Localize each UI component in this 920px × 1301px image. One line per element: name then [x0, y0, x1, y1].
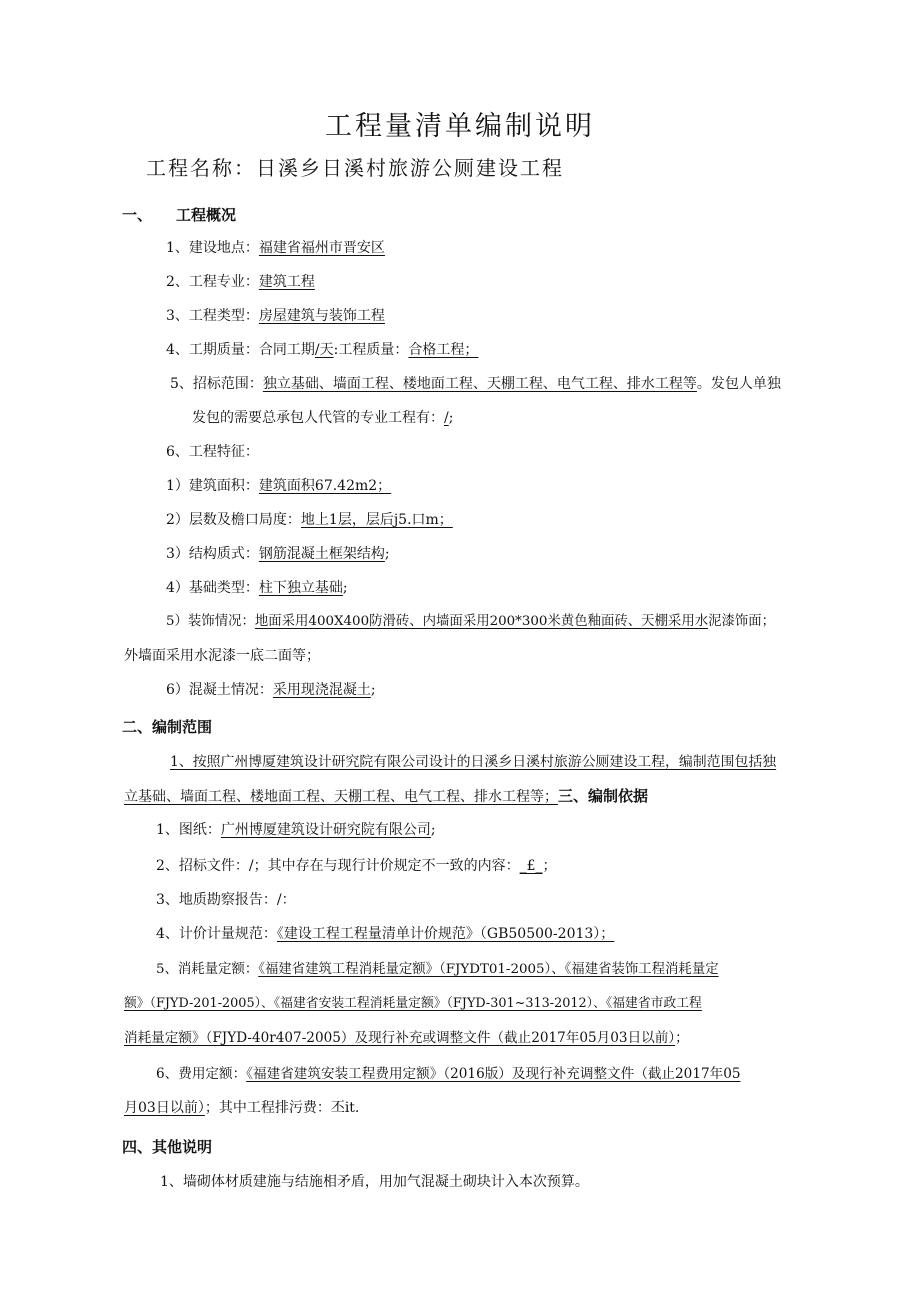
basis-fee-quota-line2 [124, 1098, 359, 1118]
item-label: 1、图纸： [156, 822, 221, 838]
other-note-1: 1、墙砌体材质建施与结施相矛盾，用加气混凝土砌块计入本次预算。 [160, 1174, 589, 1190]
feature-foundation [166, 578, 348, 598]
item-value: 《福建省建筑安装工程费用定额》（2016版）及现行补充调整文件（截止2017年05 [246, 1066, 741, 1082]
item-bid-scope [170, 374, 781, 394]
item-label: 3）结构质式： [166, 546, 259, 562]
item-text: ; [342, 580, 348, 596]
item-label: 2）层数及檐口局度： [166, 512, 301, 528]
item-value: /天 [314, 342, 334, 358]
item-label: 4、工期质量：合同工期 [166, 342, 315, 358]
item-value: 月03日以前） [124, 1100, 205, 1116]
item-value: 钢筋混凝土框架结构 [258, 546, 385, 562]
basis-drawings [156, 820, 436, 840]
item-value: 地上1层，层后j5.口m； [300, 512, 453, 528]
item-type [166, 306, 385, 326]
item-label: 6、费用定额： [156, 1066, 247, 1082]
item-specialty [166, 272, 315, 292]
item-value: 合格工程； [408, 342, 479, 358]
basis-fee-quota [156, 1064, 741, 1084]
feature-structure [166, 544, 390, 564]
item-value: _£_ [519, 858, 543, 874]
item-label: 5）装饰情况： [166, 614, 255, 629]
item-value: 采用现浇混凝土 [272, 682, 371, 698]
document-title: 工程量清单编制说明 [325, 111, 595, 142]
item-text: 发包的需要总承包人代管的专业工程有： [192, 410, 444, 426]
basis-consumption-quota-line3 [124, 1028, 689, 1048]
item-value: 《建设工程工程量清单计价规范》（GB50500-2013）； [276, 926, 615, 942]
feature-decoration-line2: 外墙面采用水泥漆一底二面等； [124, 648, 320, 664]
item-bid-scope-line2 [192, 408, 453, 428]
item-text: 。发包人单独 [696, 376, 781, 392]
item-label: 1）建筑面积： [166, 478, 259, 494]
basis-consumption-quota-line2: 额》（FJYD-201-2005）、《福建省安装工程消耗量定额》（FJYD-301~313-2012）、《福建省市政工程 [124, 996, 702, 1011]
feature-area [166, 476, 391, 496]
item-value: 建筑面积67.42m2； [258, 478, 392, 494]
section-3-heading: 三、编制依据 [558, 787, 649, 805]
feature-concrete [166, 680, 376, 700]
feature-decoration [166, 612, 775, 632]
item-value: 建筑工程 [258, 274, 315, 290]
scope-text: 立基础、墙面工程、楼地面工程、天棚工程、电气工程、排水工程等； [124, 789, 558, 805]
item-value: 广州博厦建筑设计研究院有限公司 [220, 822, 431, 838]
item-text: ; [384, 546, 390, 562]
item-label: 1、建设地点： [166, 240, 259, 256]
item-text: ；其中工程排污费：丕it. [204, 1100, 360, 1116]
item-value: 消耗量定额》（FJYD-40r407-2005）及现行补充或调整文件（截止2017年05月03日以前） [124, 1030, 676, 1046]
basis-consumption-quota [156, 960, 719, 980]
item-value: 独立基础、墙面工程、楼地面工程、天棚工程、电气工程、排水工程等 [262, 376, 697, 392]
scope-paragraph-line2 [124, 786, 648, 807]
item-label: 4、计价计量规范： [156, 926, 277, 942]
item-value: / [444, 410, 449, 426]
section-1-number: 一、 [122, 206, 153, 224]
item-value: 《福建省建筑工程消耗量定额》（FJYDT01-2005）、《福建省装饰工程消耗量定 [258, 962, 719, 977]
item-value: 地面采用400X400防滑砖、内墙面采用200*300米黄色釉面砖、天棚采用水 [254, 614, 709, 629]
item-label: 2、工程专业： [166, 274, 259, 290]
item-text: ； [542, 858, 557, 874]
item-location [166, 238, 385, 258]
item-text: 2、招标文件：/；其中存在与现行计价规定不一致的内容： [156, 858, 520, 874]
basis-bid-documents [156, 856, 557, 876]
item-label: :工程质量： [333, 342, 409, 358]
item-schedule-quality [166, 340, 478, 360]
item-value: 柱下独立基础 [258, 580, 343, 596]
section-4-heading: 四、其他说明 [122, 1138, 213, 1156]
item-label: 3、工程类型： [166, 308, 259, 324]
feature-floors [166, 510, 453, 530]
item-label: 5、招标范围： [170, 376, 263, 392]
item-text: ; [448, 410, 454, 426]
section-1-heading: 工程概况 [176, 206, 237, 224]
basis-geology-report: 3、地质勘察报告：/： [156, 892, 296, 908]
item-features: 6、工程特征： [166, 444, 259, 460]
item-label: 5、消耗量定额： [156, 962, 259, 977]
item-text: 泥漆饰面； [708, 614, 776, 629]
item-label: 6）混凝土情况： [166, 682, 273, 698]
item-text: ; [430, 822, 436, 838]
item-value: 房屋建筑与装饰工程 [258, 308, 385, 324]
section-2-heading: 二、编制范围 [122, 718, 213, 736]
item-value: 福建省福州市晋安区 [258, 240, 385, 256]
basis-pricing-code [156, 924, 614, 944]
project-name: 工程名称：日溪乡日溪村旅游公厕建设工程 [146, 156, 564, 180]
item-label: 4）基础类型： [166, 580, 259, 596]
item-text: ； [675, 1030, 689, 1046]
scope-paragraph-line1: 1、按照广州博厦建筑设计研究院有限公司设计的日溪乡日溪村旅游公厕建设工程，编制范围包括独 [170, 754, 777, 770]
item-text: ; [370, 682, 376, 698]
